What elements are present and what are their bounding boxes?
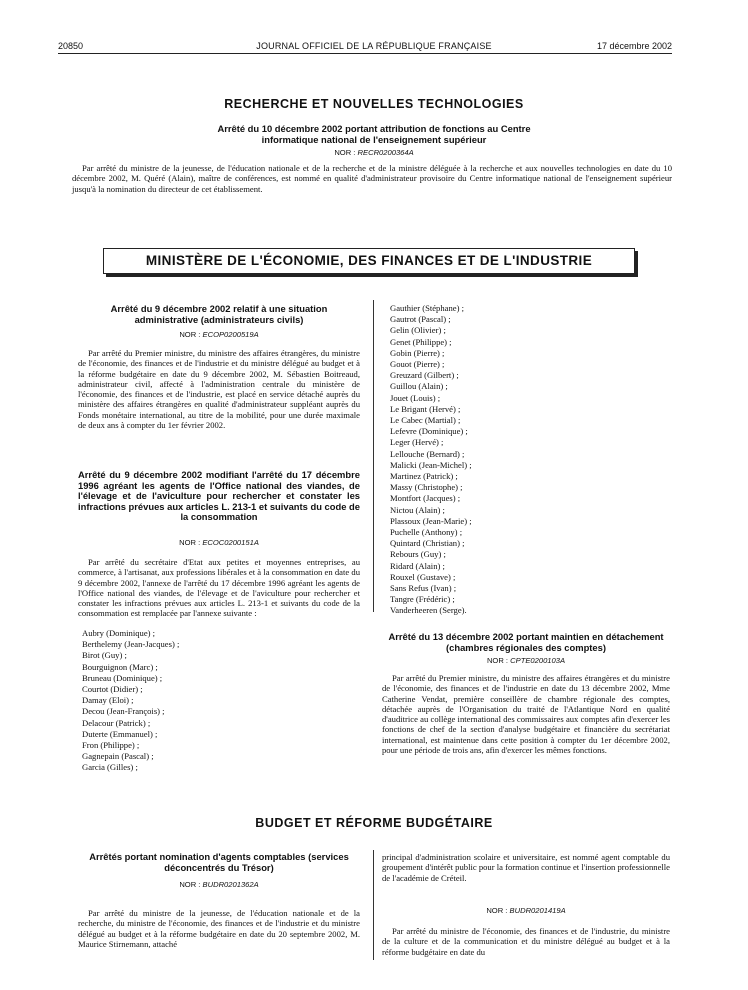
agent-name: Nictou (Alain) ; [390, 504, 445, 515]
issue-date: 17 décembre 2002 [596, 41, 672, 51]
agent-name: Quintard (Christian) ; [390, 538, 465, 549]
agent-name: Decou (Jean-François) ; [82, 706, 165, 717]
agent-name: Berthelemy (Jean-Jacques) ; [82, 639, 180, 650]
agent-name: Aubry (Dominique) ; [82, 628, 156, 638]
arrete-body-situation: Par arrêté du Premier ministre, du ministre des affaires étrangères, du ministre de l'économie, des finances et de l'industrie et du ministre délégué au budget et à la réforme budgétaire en date du 9 décembre 2002, M. Sébastien Boitreaud, administrateur civil, affecté à l'administration centrale du ministère de l'économie, des finances et de l'industrie, est placé en service détaché auprès du ministère des affaires étrangères en qualité d'administrateur suppléant auprès du Fonds monétaire international, au titre de la mobilité, pour une durée maximale de deux ans à compter du 1er février 2002. [78, 348, 360, 431]
column-divider [373, 300, 374, 612]
agent-name: Courtot (Didier) ; [82, 684, 143, 695]
section-title-budget: BUDGET ET RÉFORME BUDGÉTAIRE [255, 816, 493, 830]
nor-label: NOR : [486, 656, 511, 665]
arrete-title-situation: Arrêté du 9 décembre 2002 relatif à une situation administrative (administrateurs civils) [110, 303, 328, 325]
agent-name: Bourguignon (Marc) ; [82, 661, 158, 672]
agent-name: Delacour (Patrick) ; [82, 717, 151, 728]
arrete-title-budget: Arrêtés portant nomination d'agents comptables (services déconcentrés du Trésor) [89, 851, 349, 873]
ministere-title: MINISTÈRE DE L'ÉCONOMIE, DES FINANCES ET DE L'INDUSTRIE [145, 253, 593, 268]
header-rule [58, 53, 672, 54]
arrete-title-maintien: Arrêté du 13 décembre 2002 portant maintien en détachement (chambres régionales des comptes) [388, 631, 664, 653]
journal-title: JOURNAL OFFICIEL DE LA RÉPUBLIQUE FRANÇAISE [256, 41, 492, 51]
agent-name: Montfort (Jacques) ; [390, 493, 461, 504]
nor-reference [78, 330, 360, 339]
nor-label: NOR : [334, 148, 358, 157]
nor-reference [78, 880, 360, 889]
agent-name: Le Cabec (Martial) ; [390, 415, 461, 426]
agent-name: Jouet (Louis) ; [390, 392, 441, 403]
nor-label: NOR : [179, 880, 203, 889]
nor-reference [382, 656, 670, 665]
nor-code: BUDR0201362A [202, 880, 259, 889]
nor-label: NOR : [486, 906, 510, 915]
agent-name: Bruneau (Dominique) ; [82, 672, 163, 683]
agent-name: Gagnepain (Pascal) ; [82, 751, 154, 762]
agent-name: Gautrot (Pascal) ; [390, 314, 451, 325]
agent-name: Gouot (Pierre) ; [390, 359, 445, 370]
nor-code: CPTE0200103A [510, 656, 566, 665]
agent-name: Garcia (Gilles) ; [82, 762, 138, 773]
nor-label: NOR : [179, 538, 203, 547]
agent-name: Sans Refus (Ivan) ; [390, 583, 457, 594]
arrete-body-budget-right-cont: principal d'administration scolaire et universitaire, est nommé agent comptable du groupement d'intérêt public pour la formation continue et l'insertion professionnelle de l'académie de Créteil. [382, 852, 670, 883]
agent-name: Puchelle (Anthony) ; [390, 527, 463, 538]
arrete-body-office: Par arrêté du secrétaire d'Etat aux petites et moyennes entreprises, au commerce, à l'artisanat, aux professions libérales et à la consommation en date du 9 décembre 2002, l'annexe de l'arrêté du 17 décembre 1996 agréant les agents de l'Office national des viandes, de l'élevage et de l'aviculture pour rechercher et constater les infractions prévues aux articles L. 213-1 et suivants du code de la consommation est remplacée par l'annexe suivante : [78, 557, 360, 619]
arrete-body-maintien: Par arrêté du Premier ministre, du ministre des affaires étrangères et du ministre de l'économie, des finances et de l'industrie en date du 13 décembre 2002, Mme Catherine Vendat, première conseillère de chambre régionale des comptes, détachée auprès de l'Organisation du traité de l'Atlantique Nord en qualité d'auditrice au collège international des commissaires aux comptes afin d'exercer les fonctions de chef de la section d'analyse budgétaire et financière du secrétariat international, est maintenue dans cette position à compter du 1er décembre 2002, pour une période de trois ans, afin d'exercer les mêmes fonctions. [382, 673, 670, 756]
agent-name: Martinez (Patrick) ; [390, 471, 458, 482]
arrete-title-cines: Arrêté du 10 décembre 2002 portant attribution de fonctions au Centre informatique national de l'enseignement supérieur [217, 123, 531, 145]
arrete-body-budget-left: Par arrêté du ministre de la jeunesse, de l'éducation nationale et de la recherche, du ministre de l'économie, des finances et de l'industrie et du ministre délégué au budget et à la réforme budgétaire en date du 20 septembre 2002, M. Maurice Stirnemann, attaché [78, 908, 360, 949]
agent-name: Greuzard (Gilbert) ; [390, 370, 459, 381]
page-number: 20850 [58, 41, 84, 51]
agent-name: Le Brigant (Hervé) ; [390, 403, 461, 414]
agent-name: Rouxel (Gustave) ; [390, 571, 456, 582]
nor-code: ECOC0200151A [202, 538, 259, 547]
ministere-banner [103, 248, 635, 274]
agent-name: Leger (Hervé) ; [390, 437, 444, 448]
column-divider [373, 850, 374, 960]
nor-code: RECR0200364A [357, 148, 414, 157]
agent-name: Duterte (Emmanuel) ; [82, 728, 158, 739]
nor-code: BUDR0201419A [509, 906, 566, 915]
nor-reference [382, 906, 670, 915]
nor-reference [78, 538, 360, 547]
agent-name: Gelin (Olivier) ; [390, 325, 446, 336]
agent-name: Gauthier (Stéphane) ; [390, 303, 464, 313]
nor-label: NOR : [179, 330, 203, 339]
agent-list-right [390, 303, 472, 617]
agent-name: Tangre (Frédéric) ; [390, 594, 455, 605]
agent-name: Guillou (Alain) ; [390, 381, 448, 392]
agent-name: Vanderheeren (Serge). [390, 605, 467, 616]
agent-name: Genet (Philippe) ; [390, 336, 452, 347]
agent-name: Lefevre (Dominique) ; [390, 426, 468, 437]
section-title-recherche: RECHERCHE ET NOUVELLES TECHNOLOGIES [224, 97, 524, 111]
arrete-title-office: Arrêté du 9 décembre 2002 modifiant l'arrêté du 17 décembre 1996 agréant les agents de l'Office national des viandes, de l'élevage et de l'aviculture pour rechercher et constater les infractions prévues aux articles L. 213-1 et suivants du code de la consommation [78, 469, 360, 522]
nor-code: ECOP0200519A [202, 330, 259, 339]
agent-name: Massy (Christophe) ; [390, 482, 463, 493]
arrete-body-budget-right: Par arrêté du ministre de l'économie, des finances et de l'industrie, du ministre de la culture et de la communication et du ministre délégué au budget et à la réforme budgétaire en date du [382, 926, 670, 957]
arrete-body-cines: Par arrêté du ministre de la jeunesse, de l'éducation nationale et de la recherche et de la ministre déléguée à la recherche et aux nouvelles technologies en date du 10 décembre 2002, M. Quéré (Alain), maître de conférences, est nommé en qualité d'administrateur provisoire du Centre informatique national de l'enseignement supérieur jusqu'à la nomination du directeur de cet établissement. [72, 163, 672, 194]
agent-name: Lellouche (Bernard) ; [390, 448, 465, 459]
agent-name: Malicki (Jean-Michel) ; [390, 459, 472, 470]
agent-name: Damay (Eloi) ; [82, 695, 134, 706]
nor-reference [200, 148, 548, 157]
agent-list-left [82, 628, 179, 774]
agent-name: Gobin (Pierre) ; [390, 347, 445, 358]
agent-name: Ridard (Alain) ; [390, 560, 445, 571]
agent-name: Fron (Philippe) ; [82, 740, 140, 751]
agent-name: Rebours (Guy) ; [390, 549, 446, 560]
agent-name: Birot (Guy) ; [82, 650, 127, 661]
agent-name: Plassoux (Jean-Marie) ; [390, 515, 472, 526]
